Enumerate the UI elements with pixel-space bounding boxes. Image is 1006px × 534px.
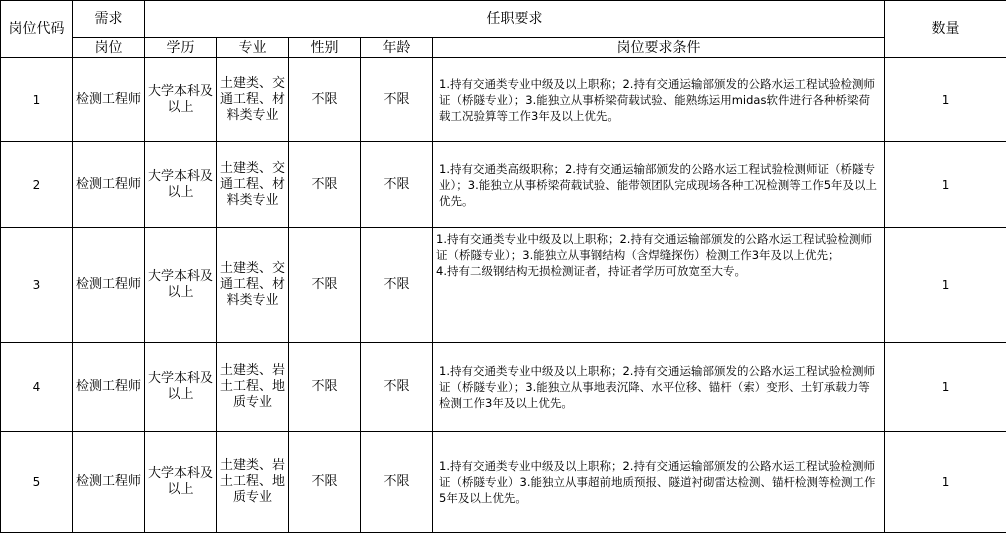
cell-gender: 不限 <box>289 343 361 432</box>
table-row <box>1 343 1006 432</box>
cell-gender: 不限 <box>289 142 361 228</box>
cell-major: 土建类、岩土工程、地质专业 <box>217 343 289 432</box>
cell-education: 大学本科及以上 <box>145 432 217 533</box>
cell-education: 大学本科及以上 <box>145 228 217 343</box>
conditions-line-2: 4.持有二级钢结构无损检测证者，持证者学历可放宽至大专。 <box>436 264 746 278</box>
cell-quantity: 1 <box>885 58 1006 142</box>
cell-quantity: 1 <box>885 432 1006 533</box>
cell-age: 不限 <box>361 58 433 142</box>
cell-position: 检测工程师 <box>73 142 145 228</box>
cell-conditions: 1.持有交通类专业中级及以上职称；2.持有交通运输部颁发的公路水运工程试验检测师证（桥隧专业）；3.能独立从事地表沉降、水平位移、锚杆（索）变形、土钉承载力等检测工作3年及以上优先。 <box>433 343 885 432</box>
cell-education: 大学本科及以上 <box>145 58 217 142</box>
cell-position: 检测工程师 <box>73 432 145 533</box>
cell-major: 土建类、岩土工程、地质专业 <box>217 432 289 533</box>
cell-education: 大学本科及以上 <box>145 343 217 432</box>
cell-code: 1 <box>1 58 73 142</box>
cell-quantity: 1 <box>885 142 1006 228</box>
cell-code: 2 <box>1 142 73 228</box>
header-age: 年龄 <box>361 38 433 58</box>
conditions-line-1: 1.持有交通类专业中级及以上职称；2.持有交通运输部颁发的公路水运工程试验检测师证（桥隧专业）；3.能独立从事钢结构（含焊缝探伤）检测工作3年及以上优先； <box>436 232 872 262</box>
cell-code: 4 <box>1 343 73 432</box>
cell-position: 检测工程师 <box>73 343 145 432</box>
header-education: 学历 <box>145 38 217 58</box>
cell-age: 不限 <box>361 228 433 343</box>
cell-age: 不限 <box>361 142 433 228</box>
cell-age: 不限 <box>361 432 433 533</box>
cell-gender: 不限 <box>289 228 361 343</box>
cell-quantity: 1 <box>885 228 1006 343</box>
header-position: 岗位 <box>73 38 145 58</box>
cell-gender: 不限 <box>289 58 361 142</box>
header-requirements: 任职要求 <box>145 1 885 38</box>
table-row <box>1 58 1006 142</box>
cell-conditions: 1.持有交通类专业中级及以上职称；2.持有交通运输部颁发的公路水运工程试验检测师证（桥隧专业）；3.能独立从事桥梁荷载试验、能熟练运用midas软件进行各种桥梁荷载工况验算等工作3年及以上优先。 <box>433 58 885 142</box>
table-row <box>1 142 1006 228</box>
header-major: 专业 <box>217 38 289 58</box>
header-row-2 <box>1 38 1006 58</box>
cell-position: 检测工程师 <box>73 228 145 343</box>
cell-quantity: 1 <box>885 343 1006 432</box>
table-row <box>1 228 1006 343</box>
cell-code: 5 <box>1 432 73 533</box>
header-demand: 需求 <box>73 1 145 38</box>
cell-education: 大学本科及以上 <box>145 142 217 228</box>
cell-conditions: 1.持有交通类高级职称；2.持有交通运输部颁发的公路水运工程试验检测师证（桥隧专业）；3.能独立从事桥梁荷载试验、能带领团队完成现场各种工况检测等工作5年及以上优先。 <box>433 142 885 228</box>
header-conditions: 岗位要求条件 <box>433 38 885 58</box>
cell-age: 不限 <box>361 343 433 432</box>
cell-code: 3 <box>1 228 73 343</box>
header-row-1 <box>1 1 1006 38</box>
cell-major: 土建类、交通工程、材料类专业 <box>217 228 289 343</box>
cell-gender: 不限 <box>289 432 361 533</box>
header-quantity: 数量 <box>885 1 1006 58</box>
header-gender: 性别 <box>289 38 361 58</box>
cell-position: 检测工程师 <box>73 58 145 142</box>
table-row <box>1 432 1006 533</box>
cell-conditions: 1.持有交通类专业中级及以上职称；2.持有交通运输部颁发的公路水运工程试验检测师证（桥隧专业）3.能独立从事超前地质预报、隧道衬砌雷达检测、锚杆检测等检测工作5年及以上优先。 <box>433 432 885 533</box>
cell-conditions <box>433 228 885 343</box>
cell-major: 土建类、交通工程、材料类专业 <box>217 58 289 142</box>
cell-major: 土建类、交通工程、材料类专业 <box>217 142 289 228</box>
header-code: 岗位代码 <box>1 1 73 58</box>
